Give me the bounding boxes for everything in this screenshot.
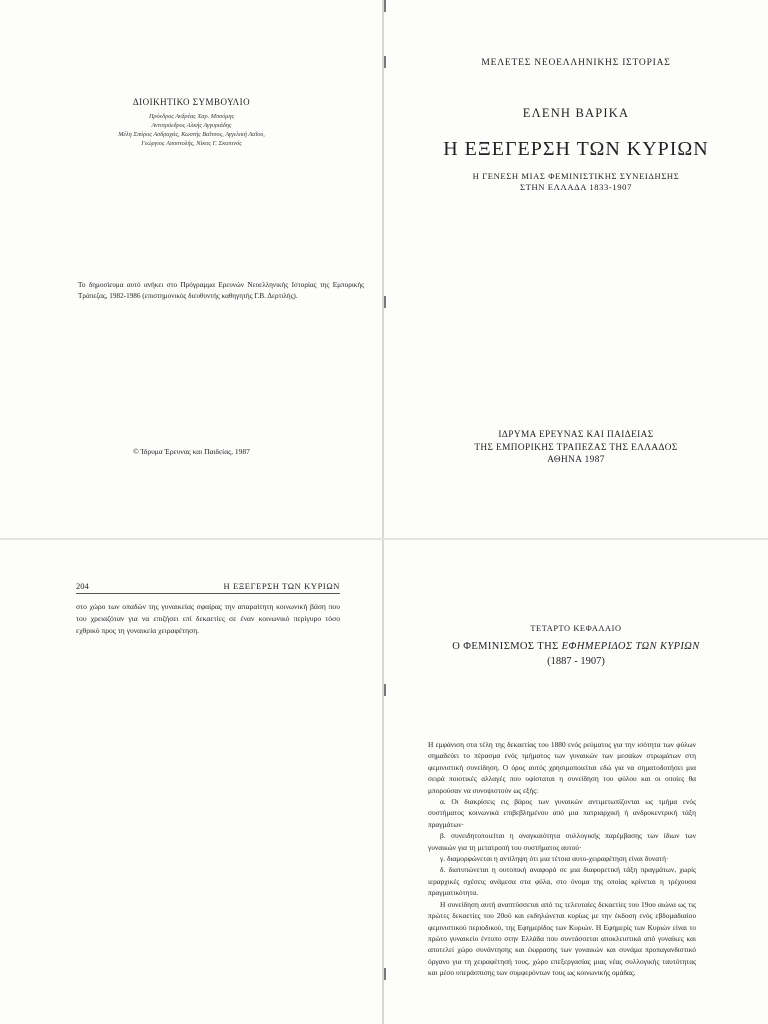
board-line: Μέλη Σπύρος Ασδραχάς, Κωστής Βαΐτσος, Αγγελική Λαΐου,: [118, 131, 265, 138]
board-line: Γεώργιος Αποστολής, Νίκος Γ. Σκοπινός: [141, 140, 242, 147]
board-title: ΔΙΟΙΚΗΤΙΚΟ ΣΥΜΒΟΥΛΙΟ: [132, 97, 251, 107]
sponsor-note: Το δημοσίευμα αυτό ανήκει στο Πρόγραμμα Ερευνών Νεοελληνικής Ιστορίας της Εμπορικής Τράπεζας, 1982-1986 (επιστημονικός διευθυντής καθηγητής Γ.Β. Δερτιλής).: [78, 281, 364, 300]
page-204: [0, 540, 383, 1024]
publisher-block: [384, 429, 768, 467]
scan-mark: [384, 968, 386, 980]
running-head-title: Η ΕΞΕΓΕΡΣΗ ΤΩΝ ΚΥΡΙΩΝ: [223, 581, 340, 591]
chapter-body: [428, 739, 696, 979]
page-title-page: [384, 0, 768, 538]
scan-mark: [384, 296, 386, 308]
book-title: Η ΕΞΕΓΕΡΣΗ ΤΩΝ ΚΥΡΙΩΝ: [443, 138, 709, 160]
scan-mark: [384, 0, 386, 12]
subtitle-line: Η ΓΕΝΕΣΗ ΜΙΑΣ ΦΕΜΙΝΙΣΤΙΚΗΣ ΣΥΝΕΙΔΗΣΗΣ: [472, 171, 680, 181]
book-subtitle: [384, 171, 768, 193]
scan-mark: [384, 56, 386, 68]
page-divider: [0, 538, 768, 540]
copyright-line: © Ίδρυμα Έρευνας και Παιδείας, 1987: [133, 447, 250, 456]
chapter-label: ΤΕΤΑΡΤΟ ΚΕΦΑΛΑΙΟ: [530, 624, 622, 633]
continued-text: στο χώρο των οπαδών της γυναικείας σφαίρας την απαραίτητη κοινωνική βάση που του χρειαζόταν για να επιζήσει επί δεκαετίες σε έναν κοινωνικό περίγυρο τόσο εχθρικό προς τη γυναικεία χειραφέτηση.: [76, 602, 340, 635]
board-line: Αντιπρόεδρος Αλκής Αγγυριάδης: [151, 122, 232, 129]
paragraph: Η εμφάνιση στα τέλη της δεκαετίας του 1880 ενός ρεύματος για την ισότητα των φύλων σημαδεύει το πέρασμα ενός τμήματος των γυναικών των μεσαίων στρωμάτων στη φεμινιστική συνείδηση. Ο όρος αυτός χρησιμοποιείται εδώ για να σηματοδοτήσει μια σειρά ποιοτικές αλλαγές που υφίσταται η συνείδηση του φύλου και οι οποίες θα μπορούσαν να συνοψιστούν ως εξής:: [428, 740, 696, 795]
paragraph: γ. διαμορφώνεται η αντίληψη ότι μια τέτοια αυτο-χειραφέτηση είναι δυνατή·: [440, 854, 669, 864]
paragraph: α. Οι διακρίσεις εις βάρος των γυναικών αντιμετωπίζονται ως τμήμα ενός συστήματος κοινωνικά επιβεβλημένου από μια πατριαρχική ή ανδροκεντρική τάξη πραγμάτων·: [428, 797, 696, 829]
publisher-line: ΙΔΡΥΜΑ ΕΡΕΥΝΑΣ ΚΑΙ ΠΑΙΔΕΙΑΣ: [498, 430, 654, 440]
chapter-title: [384, 641, 768, 652]
paragraph: β. συνειδητοποιείται η αναγκαιότητα συλλογικής παρέμβασης των ίδιων των γυναικών για τη μετατροπή του συστήματος αυτού·: [428, 831, 696, 852]
scan-mark: [384, 684, 386, 696]
running-header: [76, 581, 340, 594]
gutter-divider: [382, 0, 384, 1024]
board-line: Πρόεδρος Ανδρέας Χαρ. Μπούμης: [148, 113, 235, 120]
board-members: [0, 112, 383, 148]
series-name: ΜΕΛΕΤΕΣ ΝΕΟΕΛΛΗΝΙΚΗΣ ΙΣΤΟΡΙΑΣ: [481, 58, 671, 68]
page-number: 204: [76, 581, 89, 591]
paragraph: δ. διατυπώνεται η ουτοπική αναφορά σε μια διαφορετική τάξη πραγμάτων, χωρίς ιεραρχικές σχέσεις ανάμεσα στα φύλα, στο όνομα της οποίας κρίνεται η τρέχουσα πραγματικότητα.: [428, 865, 696, 898]
author-name: ΕΛΕΝΗ ΒΑΡΙΚΑ: [522, 106, 630, 120]
subtitle-line: ΣΤΗΝ ΕΛΛΑΔΑ 1833-1907: [520, 182, 632, 192]
publisher-line: ΑΘΗΝΑ 1987: [547, 455, 605, 465]
page-copyright: [0, 0, 383, 538]
page-chapter-opening: [384, 540, 768, 1024]
chapter-dates: (1887 - 1907): [547, 656, 605, 667]
chapter-title-prefix: Ο ΦΕΜΙΝΙΣΜΟΣ ΤΗΣ: [452, 641, 562, 652]
chapter-title-italic: ΕΦΗΜΕΡΙΔΟΣ ΤΩΝ ΚΥΡΙΩΝ: [561, 641, 700, 652]
paragraph: Η συνείδηση αυτή αναπτύσσεται από τις τελευταίες δεκαετίες του 19ου αιώνα ως τις πρώτες δεκαετίες του 20ού και εκδηλώνεται κυρίως με την έκδοση ενός εβδομαδιαίου φεμινιστικού περιοδικού, της Εφημερίδος των Κυριών. Η Εφημερίς των Κυριών είναι το πρώτο γυναικείο έντυπο στην Ελλάδα που συντάσσεται αποκλειστικά από γυναίκες και αποτελεί χώρο συνάντησης και έκφρασης των γυναικών και συνάμα προπαγανδιστικό όργανο για τη χειραφέτησή τους, χώρο επεξεργασίας μιας νέας συλλογικής ταυτότητας και μέσο υπεράσπισης των συμφερόντων τους ως κοινωνικής ομάδας.: [428, 899, 696, 978]
publisher-line: ΤΗΣ ΕΜΠΟΡΙΚΗΣ ΤΡΑΠΕΖΑΣ ΤΗΣ ΕΛΛΑΔΟΣ: [474, 442, 678, 453]
